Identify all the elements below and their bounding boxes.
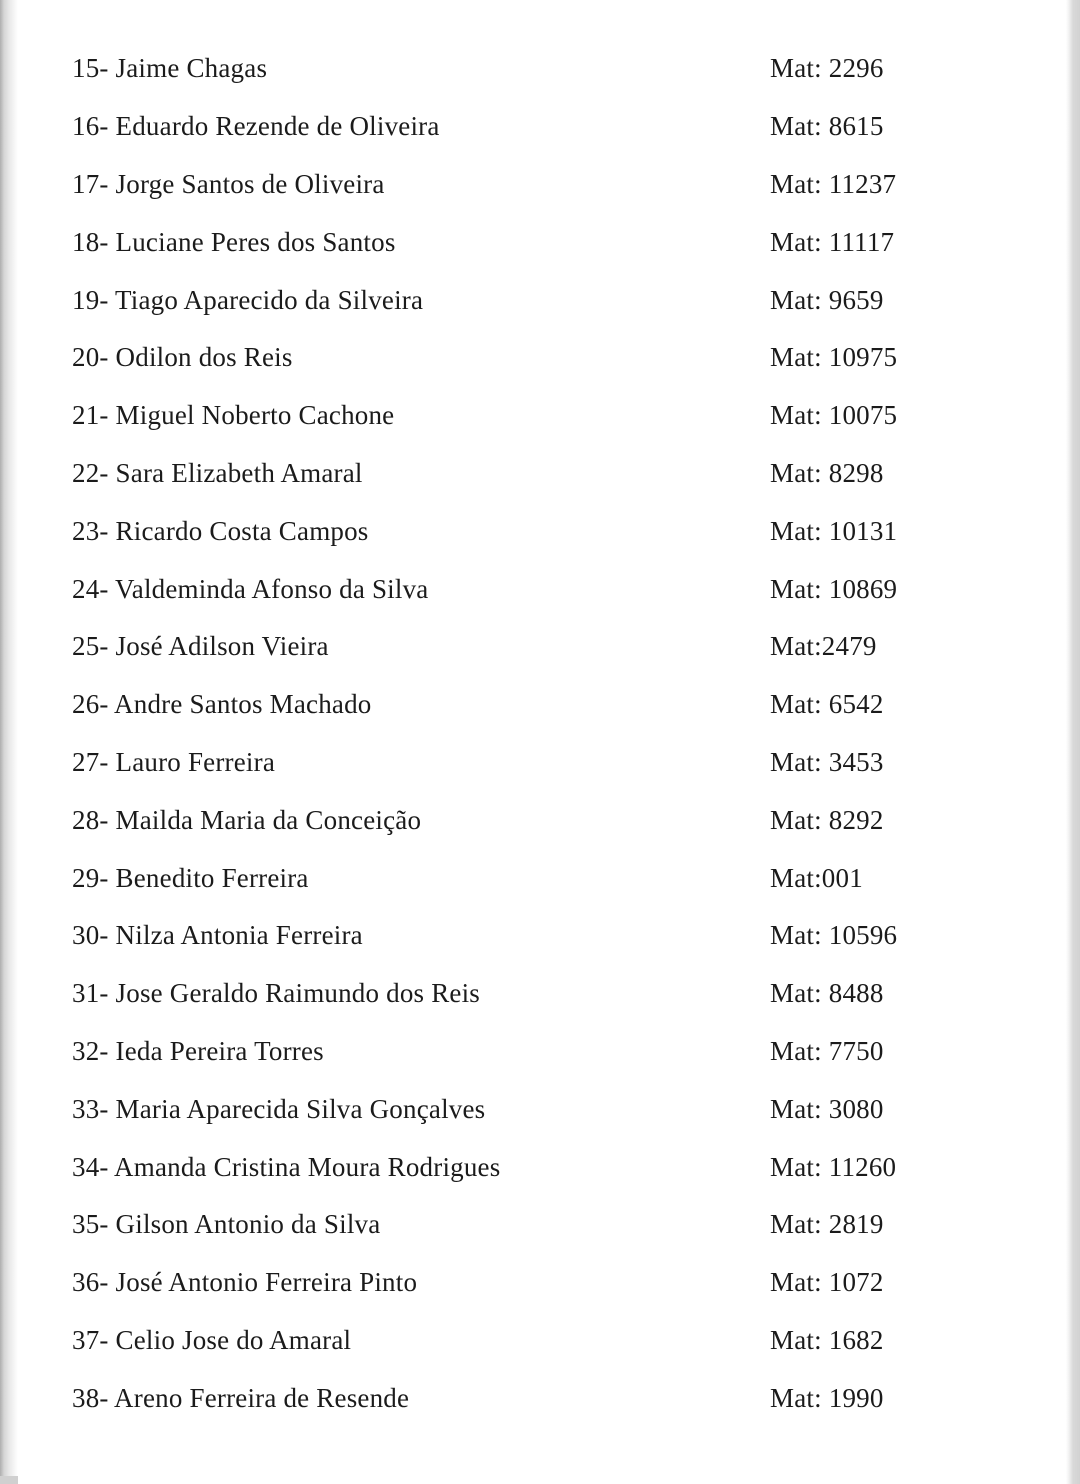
entry-label: 30- Nilza Antonia Ferreira [72, 920, 363, 951]
entry-mat: Mat: 6542 [770, 689, 884, 720]
entry-label: 21- Miguel Noberto Cachone [72, 400, 395, 431]
entry-label: 31- Jose Geraldo Raimundo dos Reis [72, 978, 481, 1009]
entry-label: 35- Gilson Antonio da Silva [72, 1209, 381, 1240]
list-item [0, 965, 1080, 1023]
list-item [0, 1023, 1080, 1081]
entry-mat: Mat: 10596 [770, 920, 898, 951]
entry-mat: Mat: 8298 [770, 457, 884, 488]
list-item [0, 387, 1080, 445]
list-item [0, 791, 1080, 849]
entry-mat: Mat: 7750 [770, 1035, 884, 1066]
list-item [0, 271, 1080, 329]
list-item [0, 618, 1080, 676]
scan-edge-bottom-left [0, 1476, 18, 1484]
entry-mat: Mat: 8615 [770, 111, 884, 142]
list-item [0, 1369, 1080, 1427]
entry-label: 34- Amanda Cristina Moura Rodrigues [72, 1151, 501, 1182]
entry-label: 27- Lauro Ferreira [72, 746, 276, 777]
entry-label: 18- Luciane Peres dos Santos [72, 226, 396, 257]
entry-mat: Mat: 10075 [770, 400, 898, 431]
entry-mat: Mat:2479 [770, 631, 877, 662]
entry-mat: Mat: 9659 [770, 284, 884, 315]
entry-label: 25- José Adilson Vieira [72, 631, 329, 662]
entry-mat: Mat: 3453 [770, 746, 884, 777]
list-item [0, 1080, 1080, 1138]
list-item [0, 445, 1080, 503]
entry-mat: Mat: 3080 [770, 1093, 884, 1124]
entry-mat: Mat: 8292 [770, 804, 884, 835]
entry-mat: Mat: 2296 [770, 53, 884, 84]
entry-label: 26- Andre Santos Machado [72, 689, 372, 720]
list-item [0, 1138, 1080, 1196]
entry-label: 36- José Antonio Ferreira Pinto [72, 1267, 418, 1298]
entry-label: 38- Areno Ferreira de Resende [72, 1382, 410, 1413]
list-item [0, 213, 1080, 271]
list-item [0, 502, 1080, 560]
list-item [0, 560, 1080, 618]
entry-label: 37- Celio Jose do Amaral [72, 1324, 352, 1355]
list-item [0, 1254, 1080, 1312]
entry-mat: Mat: 11260 [770, 1151, 897, 1182]
entry-label: 20- Odilon dos Reis [72, 342, 293, 373]
entry-mat: Mat: 2819 [770, 1209, 884, 1240]
list-item [0, 907, 1080, 965]
entry-label: 15- Jaime Chagas [72, 53, 268, 84]
list-item [0, 1312, 1080, 1370]
entry-label: 24- Valdeminda Afonso da Silva [72, 573, 429, 604]
list-item [0, 1196, 1080, 1254]
list-item [0, 329, 1080, 387]
list-item [0, 40, 1080, 98]
entry-label: 16- Eduardo Rezende de Oliveira [72, 111, 440, 142]
list-item [0, 98, 1080, 156]
entry-label: 29- Benedito Ferreira [72, 862, 309, 893]
entry-mat: Mat: 11117 [770, 226, 895, 257]
entry-label: 17- Jorge Santos de Oliveira [72, 168, 385, 199]
entry-mat: Mat: 8488 [770, 978, 884, 1009]
entry-label: 33- Maria Aparecida Silva Gonçalves [72, 1093, 486, 1124]
list-item [0, 734, 1080, 792]
list-item [0, 849, 1080, 907]
entry-label: 19- Tiago Aparecido da Silveira [72, 284, 424, 315]
list-item [0, 676, 1080, 734]
entry-mat: Mat: 10131 [770, 515, 898, 546]
entry-label: 23- Ricardo Costa Campos [72, 515, 369, 546]
entry-mat: Mat: 10869 [770, 573, 898, 604]
list-item [0, 156, 1080, 214]
entry-mat: Mat: 1682 [770, 1324, 884, 1355]
entry-label: 22- Sara Elizabeth Amaral [72, 457, 363, 488]
entry-label: 28- Mailda Maria da Conceição [72, 804, 422, 835]
entry-mat: Mat: 11237 [770, 168, 897, 199]
entry-mat: Mat: 10975 [770, 342, 898, 373]
entry-label: 32- Ieda Pereira Torres [72, 1035, 324, 1066]
entry-mat: Mat: 1072 [770, 1267, 884, 1298]
entry-mat: Mat:001 [770, 862, 863, 893]
entry-mat: Mat: 1990 [770, 1382, 884, 1413]
